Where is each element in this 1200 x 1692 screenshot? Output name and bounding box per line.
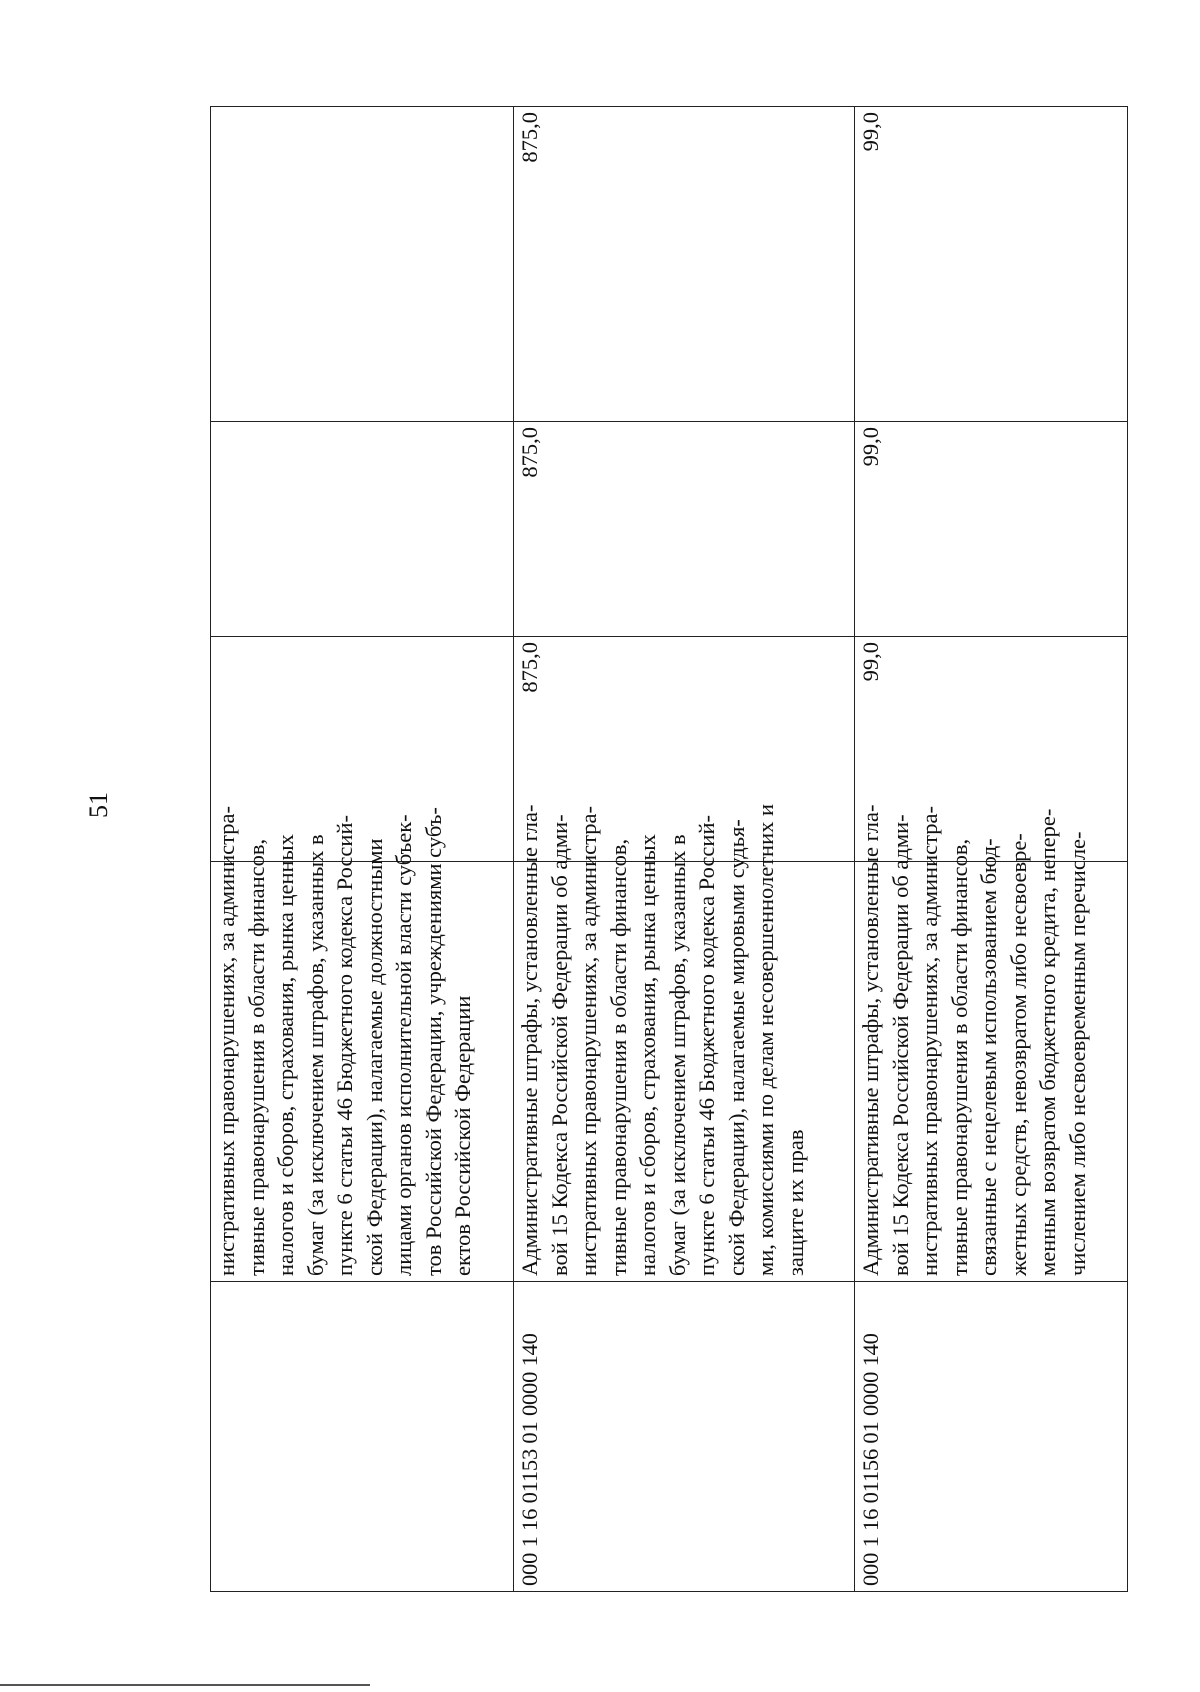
text-line: ми, комиссиями по делам несовершеннолетних и	[753, 803, 778, 1276]
amount-cell-3: 99,0	[855, 107, 1128, 422]
amount-cell-1: 875,0	[514, 637, 855, 862]
text-line: вой 15 Кодекса Российской Федерации об адми-	[546, 814, 572, 1276]
text-line: налогов и сборов, страхования, рынка ценных	[273, 834, 298, 1276]
text-line: жетных средств, невозвратом либо несвоевре-	[1005, 833, 1031, 1276]
text-line: защите их прав	[782, 1129, 808, 1276]
text-line: пункте 6 статьи 46 Бюджетного кодекса Россий-	[332, 815, 357, 1276]
table-row	[855, 107, 1128, 1592]
amount-cell-1: 99,0	[855, 637, 1128, 862]
amount-cell-2: 99,0	[855, 422, 1128, 637]
bottom-rule	[0, 1684, 370, 1686]
text-line: ектов Российской Федерации	[450, 995, 475, 1276]
budget-revenue-table	[210, 106, 1128, 1592]
page-number: 51	[84, 792, 113, 818]
text-line: ской Федерации), налагаемые мировыми судья-	[723, 819, 749, 1276]
income-name-cell	[514, 803, 855, 1282]
table-row	[514, 107, 855, 1592]
text-line: пункте 6 статьи 46 Бюджетного кодекса Россий-	[694, 815, 719, 1276]
table-row	[211, 107, 514, 1592]
rotated-table-container	[210, 107, 1118, 1592]
text-line: числением либо несвоевременным перечисле-	[1064, 831, 1090, 1276]
amount-cell-3: 875,0	[514, 107, 855, 422]
text-line: нистративных правонарушениях, за администра-	[576, 806, 601, 1276]
text-line: тивные правонарушения в области финансов,	[946, 838, 972, 1276]
text-line: тов Российской Федерации, учреждениями субъ-	[420, 807, 446, 1276]
text-line: тивные правонарушения в области финансов,	[243, 838, 269, 1276]
text-line: налогов и сборов, страхования, рынка ценных	[635, 834, 660, 1276]
text-line: нистративных правонарушениях, за администра-	[917, 806, 942, 1276]
amount-cell-2: 875,0	[514, 422, 855, 637]
amount-cell-1	[211, 637, 514, 862]
text-line: лицами органов исполнительной власти субъек-	[391, 814, 416, 1276]
text-line: вой 15 Кодекса Российской Федерации об адми-	[887, 814, 913, 1276]
text-line: менным возвратом бюджетного кредита, непере-	[1035, 808, 1060, 1276]
text-line: ской Федерации), налагаемые должностными	[361, 838, 387, 1276]
text-line: связанные с нецелевым использованием бюд-	[976, 838, 1001, 1276]
budget-code-cell	[211, 1282, 514, 1592]
income-name-cell	[855, 804, 1128, 1282]
text-line: бумаг (за исключением штрафов, указанных в	[664, 834, 690, 1276]
text-line: Административные штрафы, установленные гла-	[517, 804, 542, 1276]
budget-code-cell: 000 1 16 01153 01 0000 140	[514, 1282, 855, 1592]
budget-code-cell: 000 1 16 01156 01 0000 140	[855, 1282, 1128, 1592]
text-line: тивные правонарушения в области финансов,	[605, 838, 631, 1276]
amount-cell-3	[211, 107, 514, 422]
amount-cell-2	[211, 422, 514, 637]
income-name-cell	[211, 806, 514, 1282]
text-line: бумаг (за исключением штрафов, указанных в	[302, 834, 328, 1276]
text-line: нистративных правонарушениях, за администра-	[214, 806, 239, 1276]
text-line: Административные штрафы, установленные гла-	[858, 804, 883, 1276]
